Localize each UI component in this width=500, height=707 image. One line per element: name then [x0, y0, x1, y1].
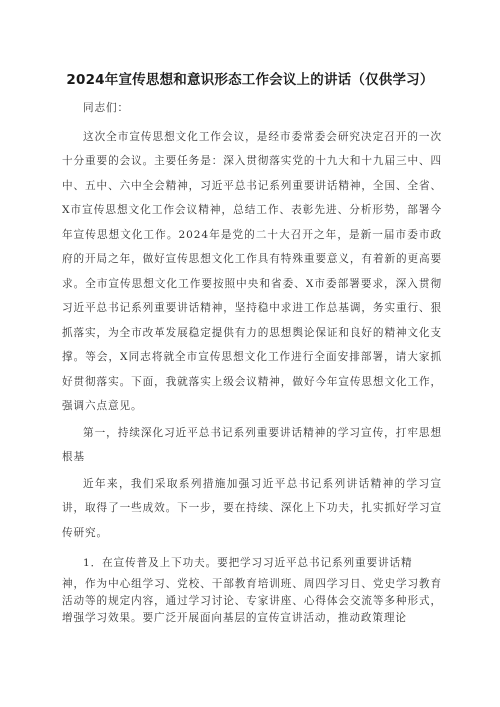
paragraph-section-one-body: 近年来，我们采取系列措施加强习近平总书记系列讲话精神的学习宣讲，取得了一些成效。下一步，要在持续、深化上下功夫，扎实抓好学习宣传研究。: [62, 477, 442, 539]
item-one-rest: 神，作为中心组学习、党校、干部教育培训班、周四学习日、党史学习教育活动等的规定内容，通过学习讨论、专家讲座、心得体会交流等多种形式，增强学习效果。要广泛开展面向基层的宣传宣讲活动，推动政策理论: [62, 577, 442, 624]
paragraph-item-one: [62, 551, 442, 627]
paragraph-intro: 这次全市宣传思想文化工作会议，是经市委常委会研究决定召开的一次十分重要的会议。主要任务是：深入贯彻落实党的十九大和十九届三中、四中、五中、六中全会精神，习近平总书记系列重要讲话精神，全国、全省、X市宣传思想文化工作会议精神，总结工作、表彰先进、分析形势，部署今年宣传思想文化工作。2024年是党的二十大召开之年，是新一届市委市政府的开局之年，做好宣传思想文化工作具有特殊重要意义，有着新的更高要求。全市宣传思想文化工作要按照中央和省委、X市委部署要求，深入贯彻习近平总书记系列重要讲话精神，坚持稳中求进工作总基调，务实重行、狠抓落实，为全市改革发展稳定提供有力的思想舆论保证和良好的精神文化支撑。等会，X同志将就全市宣传思想文化工作进行全面安排部署，请大家抓好贯彻落实。下面，我就落实上级会议精神，做好今年宣传思想文化工作，强调六点意见。: [62, 130, 442, 412]
item-one-first-line: 1．在宣传普及上下功夫。要把学习习近平总书记系列重要讲话精: [83, 557, 413, 569]
document-body: [62, 96, 442, 627]
greeting: 同志们：: [83, 102, 129, 114]
document-title: 2024年宣传思想和意识形态工作会议上的讲话（仅供学习）: [66, 72, 434, 88]
paragraph-section-one-heading: 第一，持续深化习近平总书记系列重要讲话精神的学习宣传，打牢思想根基: [62, 426, 442, 463]
